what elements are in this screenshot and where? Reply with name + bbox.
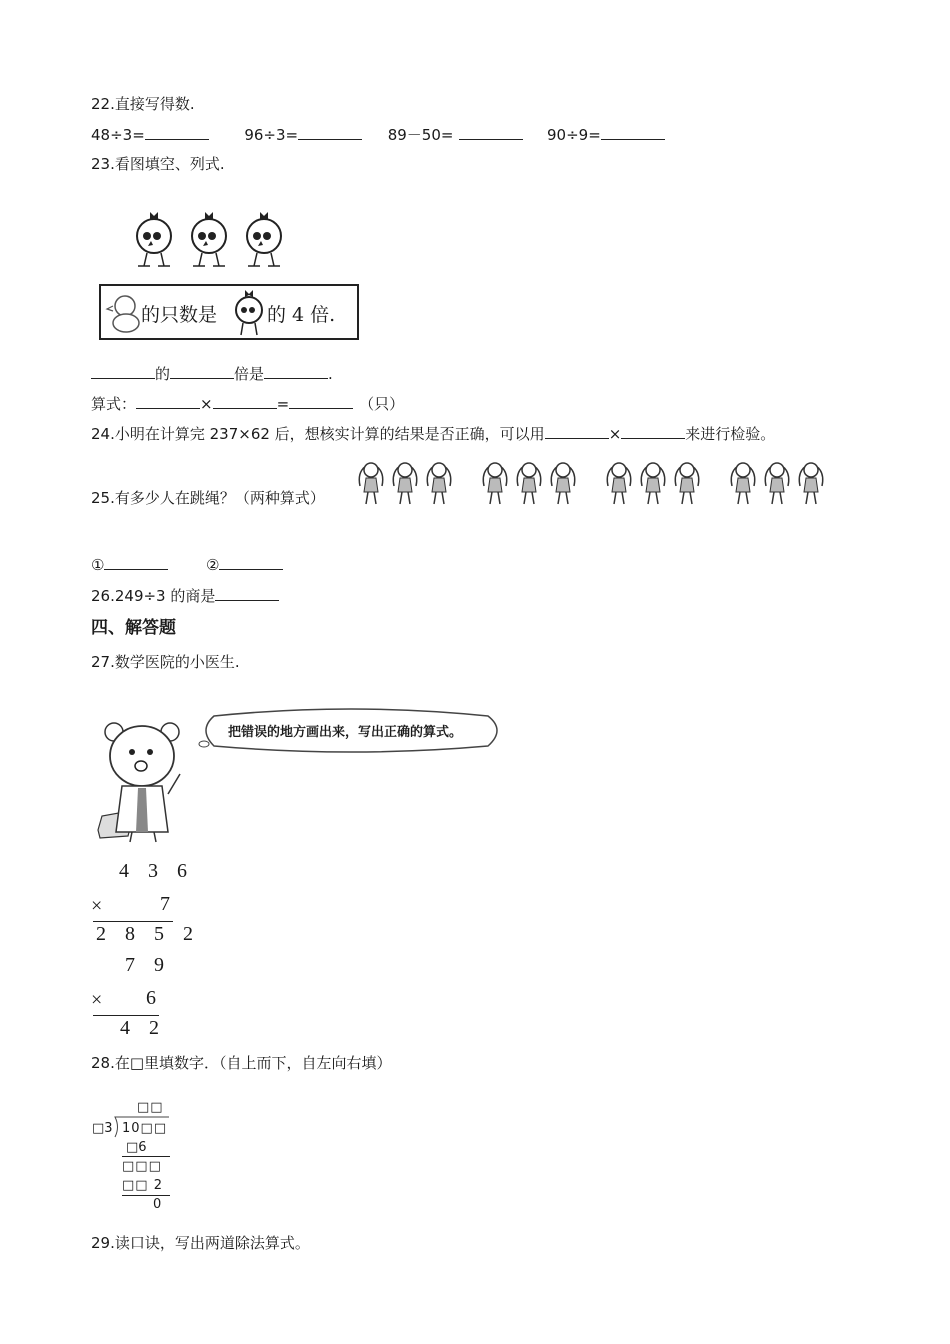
option-1-label: ① [91, 556, 105, 574]
fill-text: 倍是 [234, 365, 265, 383]
formula-label: 算式： [91, 395, 137, 413]
q24-text-1: 24.小明在计算完 237×62 后，想核实计算的结果是否正确，可以用 [91, 425, 545, 443]
chick-icon [247, 212, 281, 266]
q22-item-1: 48÷3= [91, 126, 145, 144]
answer-blank[interactable] [545, 423, 609, 439]
division-rule-1 [122, 1156, 170, 1157]
q23-fill-line [91, 363, 333, 384]
chick-icon [231, 288, 267, 338]
q22-item-2: 96÷3= [244, 126, 299, 144]
child-icon [393, 463, 416, 504]
q22-item-4: 90÷9= [547, 126, 601, 144]
bear-doctor-picture [88, 708, 208, 848]
calc2-result: 4 2 [120, 1017, 166, 1039]
child-icon [427, 463, 450, 504]
child-icon [607, 463, 630, 504]
q22-items [91, 124, 665, 145]
answer-blank[interactable] [91, 363, 155, 379]
q28-title: 28.在□里填数字．（自上而下，自左向右填） [91, 1054, 392, 1072]
q27-title: 27.数学医院的小医生. [91, 653, 240, 671]
q22-item-3: 89－50= [387, 126, 454, 144]
calc1-rule [93, 921, 173, 922]
answer-blank[interactable] [145, 124, 209, 140]
division-remainder: 0 [153, 1197, 162, 1212]
answer-blank[interactable] [289, 393, 353, 409]
child-icon [731, 463, 754, 504]
division-quotient: □□ [137, 1100, 164, 1115]
q22-title: 22.直接写得数. [91, 95, 195, 113]
q26-title: 26.249÷3 的商是 [91, 587, 216, 605]
division-dividend: 10□□ [122, 1121, 168, 1136]
calc2-rule [93, 1015, 159, 1016]
chicks-picture [134, 208, 294, 280]
box-text-1: 的只数是 [141, 304, 218, 326]
speech-bubble-text: 把错误的地方画出来，写出正确的算式。 [228, 725, 463, 740]
child-icon [641, 463, 664, 504]
calc2-top: 7 9 [125, 954, 171, 976]
division-row-3: □□ 2 [122, 1178, 163, 1193]
answer-blank[interactable] [136, 393, 200, 409]
option-2-label: ② [206, 556, 220, 574]
child-icon [359, 463, 382, 504]
child-icon [675, 463, 698, 504]
division-row-2: □□□ [122, 1159, 162, 1174]
q23-formula-line [91, 393, 404, 414]
jump-rope-children-picture [358, 452, 833, 512]
division-row-1: □6 [126, 1140, 147, 1155]
answer-blank[interactable] [215, 585, 279, 601]
calc2-mid: 6 [146, 987, 163, 1009]
fill-text: 的 [155, 365, 171, 383]
q25-answers [91, 554, 283, 575]
division-divisor: □3 [92, 1121, 113, 1136]
chick-duck-relation-box [99, 284, 359, 340]
calc2-op: × [91, 989, 110, 1011]
answer-blank[interactable] [621, 423, 685, 439]
answer-blank[interactable] [459, 124, 523, 140]
section-title: 四、解答题 [91, 618, 176, 638]
q26-line [91, 585, 279, 606]
answer-blank[interactable] [104, 554, 168, 570]
duck-icon [107, 292, 141, 334]
q24-line [91, 423, 775, 444]
calc1-op: × [91, 895, 110, 917]
fill-text: . [328, 365, 333, 383]
calc1-result: 2 8 5 2 [96, 923, 200, 945]
calc1-top: 4 3 6 [119, 860, 194, 882]
q24-text-2: 来进行检验。 [685, 425, 776, 443]
answer-blank[interactable] [219, 554, 283, 570]
chick-icon [137, 212, 171, 266]
q23-title: 23.看图填空、列式. [91, 155, 225, 173]
unit-text: （只） [359, 395, 405, 413]
q25-title: 25.有多少人在跳绳？（两种算式） [91, 489, 325, 507]
answer-blank[interactable] [298, 124, 362, 140]
answer-blank[interactable] [170, 363, 234, 379]
times-sign: × [200, 395, 213, 413]
box-text-2: 的 4 倍. [267, 304, 336, 326]
child-icon [483, 463, 506, 504]
times-sign: × [608, 425, 622, 443]
child-icon [517, 463, 540, 504]
answer-blank[interactable] [601, 124, 665, 140]
child-icon [551, 463, 574, 504]
answer-blank[interactable] [264, 363, 328, 379]
chick-icon [192, 212, 226, 266]
child-icon [765, 463, 788, 504]
division-rule-2 [122, 1195, 170, 1196]
answer-blank[interactable] [213, 393, 277, 409]
equals-sign: = [276, 395, 290, 413]
q29-title: 29.读口诀，写出两道除法算式。 [91, 1234, 310, 1252]
calc1-mid: 7 [160, 893, 177, 915]
child-icon [799, 463, 822, 504]
